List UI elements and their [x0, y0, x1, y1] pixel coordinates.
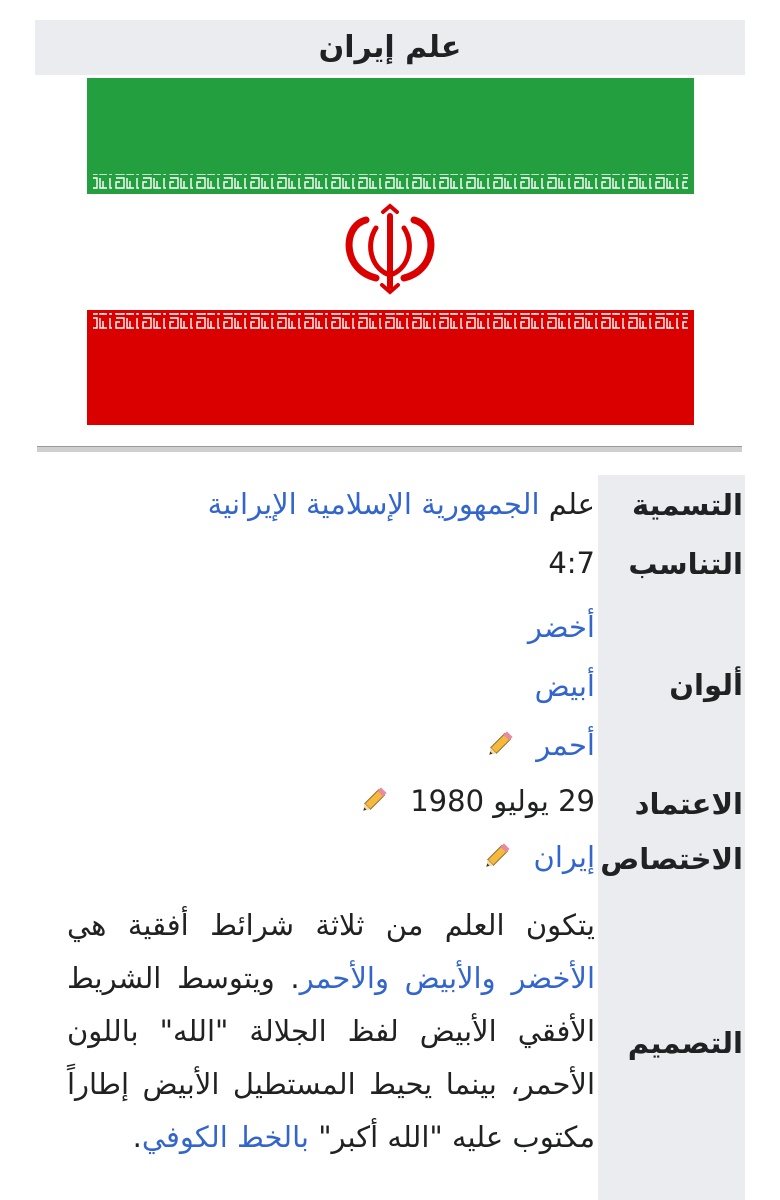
kufic-border-bottom	[93, 313, 688, 330]
row-colors	[0, 594, 780, 776]
row-name-prefix: علم	[548, 487, 595, 521]
row-colors-label	[598, 594, 745, 776]
infobox-title-text: علم إيران	[318, 30, 462, 65]
pencil-icon[interactable]	[484, 830, 514, 889]
row-jurisdiction-value	[65, 828, 595, 887]
row-ratio	[0, 534, 780, 594]
design-link-kufic[interactable]: بالخط الكوفي	[141, 1120, 309, 1154]
row-colors-label-text: ألوان	[669, 668, 743, 702]
row-jurisdiction	[0, 831, 780, 886]
row-adoption	[0, 776, 780, 831]
row-ratio-label	[598, 534, 745, 594]
row-design-label-text: التصميم	[627, 1026, 743, 1060]
flag-image[interactable]	[87, 78, 694, 425]
jurisdiction-link[interactable]: إيران	[533, 840, 595, 874]
color-link-red[interactable]: أحمر	[536, 728, 595, 762]
infobox-divider	[37, 446, 742, 452]
row-name-label	[598, 475, 745, 534]
design-text-3: .	[132, 1120, 142, 1154]
row-name-link[interactable]: الجمهورية الإسلامية الإيرانية	[207, 487, 540, 521]
row-name	[0, 475, 780, 534]
design-text-2: . ويتوسط الشريط الأفقي الأبيض لفظ الجلالة "الله" باللون الأحمر، بينما يحيط المستطيل الأبيض إطاراً مكتوب عليه "الله أكبر"	[67, 961, 595, 1154]
row-colors-value	[65, 598, 595, 775]
kufic-border-top	[93, 174, 688, 191]
row-name-value	[65, 475, 595, 534]
row-adoption-value	[65, 772, 595, 831]
row-jurisdiction-label	[598, 831, 745, 886]
row-ratio-value	[65, 534, 595, 593]
design-link-colors[interactable]: الأخضر والأبيض والأحمر	[299, 961, 596, 995]
row-adoption-label-text: الاعتماد	[634, 786, 743, 821]
row-design-label	[598, 886, 745, 1200]
color-link-white[interactable]: أبيض	[534, 669, 595, 703]
adoption-date: 29 يوليو 1980	[410, 784, 595, 818]
row-design	[0, 886, 780, 1200]
row-name-label-text: التسمية	[631, 487, 743, 522]
row-design-value	[67, 899, 595, 1164]
row-adoption-label	[598, 776, 745, 831]
design-text-1: يتكون العلم من ثلاثة شرائط أفقية هي	[67, 908, 595, 942]
color-link-green[interactable]: أخضر	[527, 610, 595, 644]
row-ratio-text: 4:7	[548, 546, 595, 580]
row-ratio-label-text: التناسب	[628, 547, 743, 581]
row-jurisdiction-label-text: الاختصاص	[600, 841, 743, 876]
pencil-icon[interactable]	[361, 774, 391, 833]
pencil-icon[interactable]	[487, 718, 517, 777]
infobox-title	[35, 20, 745, 75]
